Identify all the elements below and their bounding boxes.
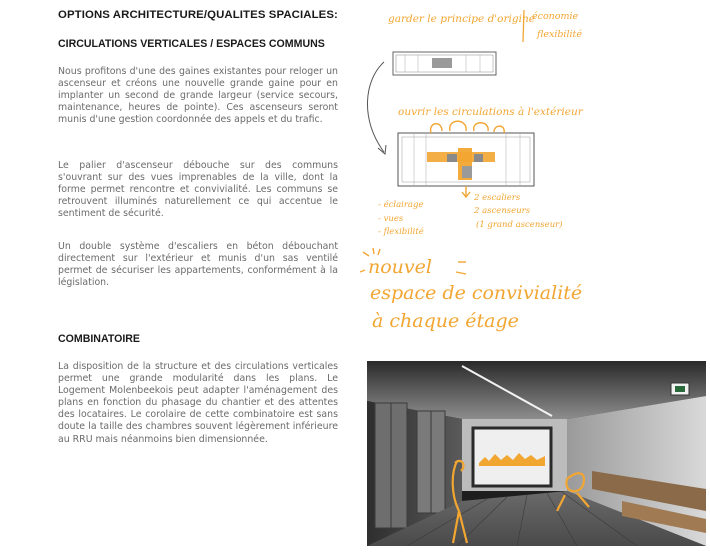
floor-plan-original [393,52,496,75]
paragraph-landing: Le palier d'ascenseur débouche sur des communs s'ouvrant sur des vues imprenables de la ville, dont la forme permet rencontre et convivialité. Les communs se retrouvent illuminés naturellement ce qui accentue le sentiment de sécurité. [58,160,338,220]
paragraph-combinatoire: La disposition de la structure et des circulations verticales permet une grande modularité dans les plans. Le Logement Molenbeekois peut adapter l'aménagement des plans en fonction du phasage du chantier et des attentes des locataires. Le corolaire de cette combinatoire est sans doute la taille des chambres souvent légèrement inférieure au RRU mais néanmoins bien dimensionnée. [58,361,338,445]
big-note-line-3: à chaque étage [372,310,519,332]
big-note-line-1: nouvel [368,256,432,278]
section-title-combinatoire: COMBINATOIRE [58,333,141,345]
floor-plan-proposed [398,133,534,186]
note-economy: économie [532,11,579,22]
note-large-elevator: (1 grand ascenseur) [476,220,563,230]
note-views: - vues [378,214,404,224]
note-lighting: - éclairage [378,200,424,210]
sketch-arrow [367,62,384,152]
paragraph-elevators: Nous profitons d'une des gaines existantes pour reloger un ascenseur et créons une nouvelle grande gaine pour en implanter un second de grande largeur (service secours, maintenance, heures de pointe). Ces ascenseurs seront munis d'une gestion coordonnée des appels et du trafic. [58,66,338,126]
note-flexibility: flexibilité [537,29,582,40]
section-title-circulations: CIRCULATIONS VERTICALES / ESPACES COMMUNS [58,38,325,50]
note-flexibility-2: - flexibilité [378,227,424,237]
note-open-circulation: ouvrir les circulations à l'extérieur [398,106,583,118]
page-heading: OPTIONS ARCHITECTURE/QUALITES SPACIALES: [58,9,338,21]
note-elevators: 2 ascenseurs [474,206,531,216]
note-stairs: 2 escaliers [474,193,521,203]
note-keep-principle: garder le principe d'origine [388,13,535,25]
paragraph-stairs: Un double système d'escaliers en béton débouchant directement sur l'extérieur et munis d'un sas ventilé permet de sécuriser les appartements, conformément à la législation. [58,241,338,289]
corridor-photo [367,361,706,546]
big-note-line-2: espace de convivialité [370,282,583,304]
